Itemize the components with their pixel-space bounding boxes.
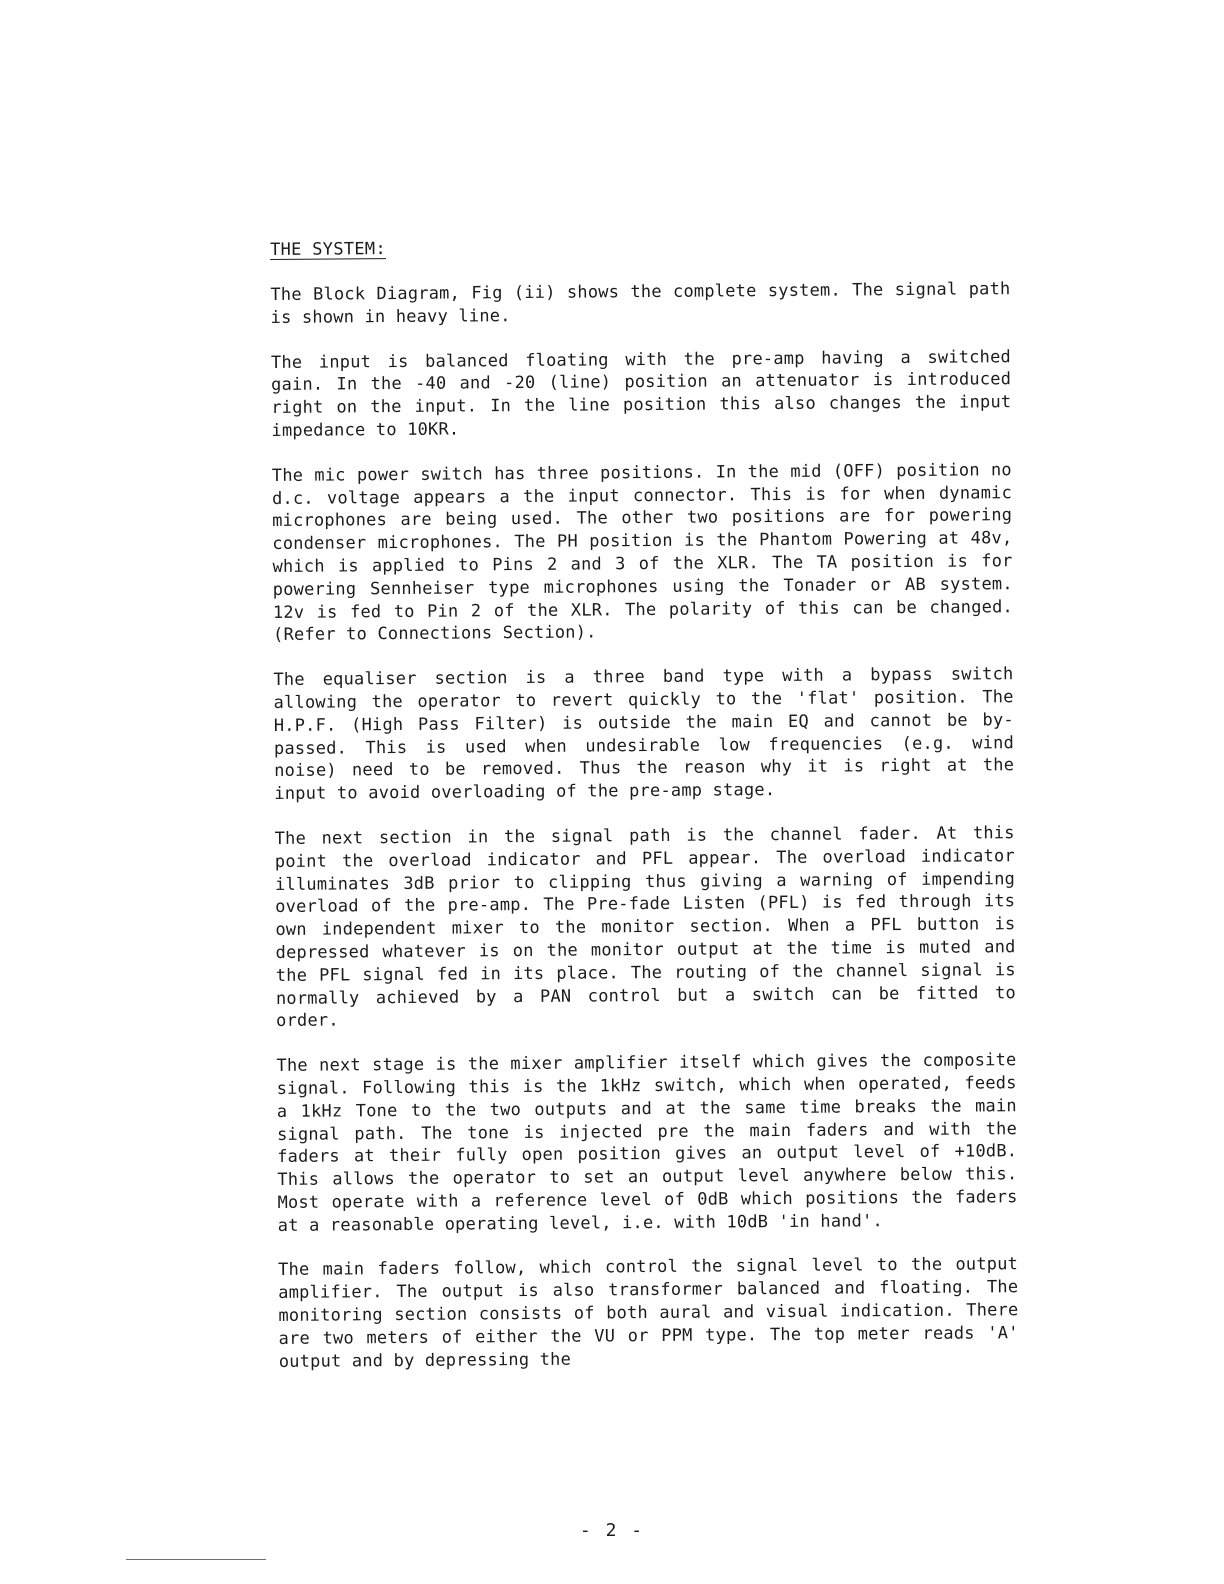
paragraph-main-faders: The main faders follow, which control the signal level to the output amplifier. The output is also transformer balanced and floating. The monitoring section consists of both aural and visual indication. There are two meters of either the VU or PPM type. The top meter reads 'A' output and by depressing the — [278, 1254, 1019, 1372]
paragraph-block-diagram: The Block Diagram, Fig (ii) shows the complete system. The signal path is shown in heavy line. — [270, 279, 1011, 328]
body-text — [270, 234, 1019, 1395]
paragraph-mic-power: The mic power switch has three positions. In the mid (OFF) position no d.c. voltage appears a the input connector. This is for when dynamic microphones are being used. The other two positions are for powering condenser microphones. The PH position is the Phantom Powering at 48v, which is applied to Pins 2 and 3 of the XLR. The TA position is for powering Sennheiser type microphones using the Tonader or AB system. 12v is fed to Pin 2 of the XLR. The polarity of this can be changed. (Refer to Connections Section). — [271, 459, 1013, 646]
section-heading: THE SYSTEM: — [270, 239, 387, 260]
paragraph-equaliser: The equaliser section is a three band type with a bypass switch allowing the operator to revert quickly to the 'flat' position. The H.P.F. (High Pass Filter) is outside the main EQ and cannot be by-passed. This is used when undesirable low frequencies (e.g. wind noise) need to be removed. Thus the reason why it is right at the input to avoid overloading of the pre-amp stage. — [273, 664, 1015, 805]
paragraph-mixer-amplifier: The next stage is the mixer amplifier itself which gives the composite signal. Following this is the 1kHz switch, which when operated, feeds a 1kHz Tone to the two outputs and at the same time breaks the main signal path. The tone is injected pre the main faders and with the faders at their fully open position gives an output level of +10dB. This allows the operator to set an output level anywhere below this. Most operate with a reference level of 0dB which positions the faders at a reasonable operating level, i.e. with 10dB 'in hand'. — [276, 1050, 1018, 1236]
footnote-divider — [126, 1559, 266, 1560]
paragraph-input: The input is balanced floating with the pre-amp having a switched gain. In the -40 and -20 (line) position an attenuator is introduced right on the input. In the line position this also changes the input impedance to 10KR. — [270, 346, 1012, 441]
page-number: - 2 - — [579, 1520, 645, 1541]
paragraph-channel-fader: The next section in the signal path is the channel fader. At this point the overload indicator and PFL appear. The overload indicator illuminates 3dB prior to clipping thus giving a warning of impending overload of the pre-amp. The Pre-fade Listen (PFL) is fed through its own independent mixer to the monitor section. When a PFL button is depressed whatever is on the monitor output at the time is muted and the PFL signal fed in its place. The routing of the channel signal is normally achieved by a PAN control but a switch can be fitted to order. — [274, 823, 1017, 1032]
